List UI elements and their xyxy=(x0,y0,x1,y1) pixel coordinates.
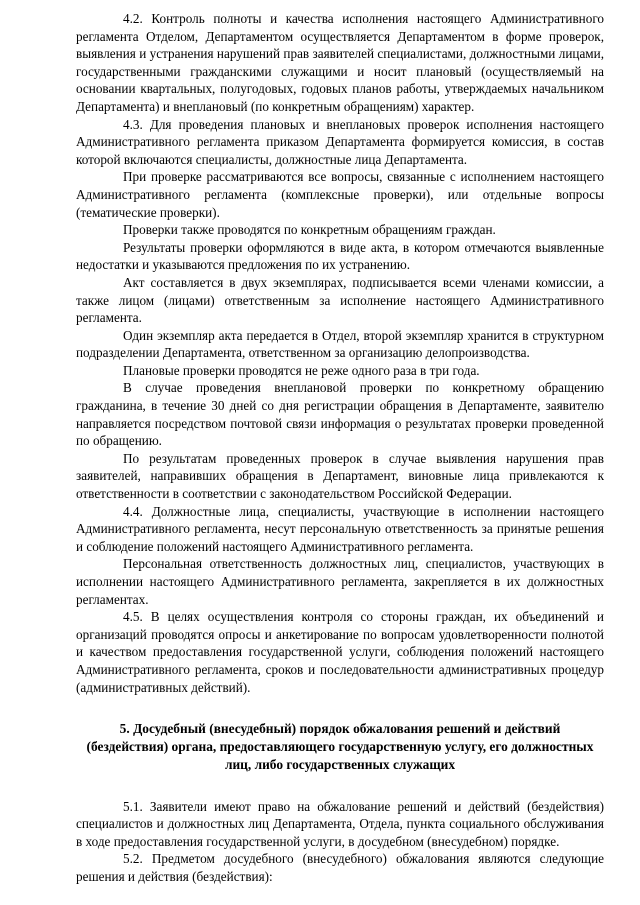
section-5-title: 5. Досудебный (внесудебный) порядок обжалования решений и действий (бездействия) органа, предоставляющего государственную услугу, его должностных лиц, либо государственных служащих xyxy=(86,721,594,772)
paragraph-personal-responsibility: Персональная ответственность должностных лиц, специалистов, участвующих в исполнении настоящего Административного регламента, закрепляется в их должностных регламентах. xyxy=(76,556,604,607)
paragraph-5-1: 5.1. Заявители имеют право на обжалование решений и действий (бездействия) специалистов и должностных лиц Департамента, Отдела, пункта социального обслуживания в ходе предоставления государственной услуги, в досудебном (внесудебном) порядке. xyxy=(76,798,604,849)
document-page xyxy=(76,10,604,886)
paragraph-inspection-requests: Проверки также проводятся по конкретным обращениям граждан. xyxy=(123,222,496,238)
paragraph-liability: По результатам проведенных проверок в случае выявления нарушения прав заявителей, направивших обращения в Департамент, виновные лица привлекаются к ответственности в соответствии с законодательством Российской Федерации. xyxy=(76,450,604,502)
section-spacer xyxy=(76,696,604,720)
paragraph-4-4: 4.4. Должностные лица, специалисты, участвующие в исполнении настоящего Административного регламента, несут персональную ответственность за принятые решения и соблюдение положений настоящего Административного регламента. xyxy=(76,503,604,554)
paragraph-planned-frequency: Плановые проверки проводятся не реже одного раза в три года. xyxy=(123,362,480,378)
paragraph-4-3: 4.3. Для проведения плановых и внеплановых проверок исполнения настоящего Административного регламента приказом Департамента формируется комиссия, в состав которой включаются специалисты, должностные лица Департамента. xyxy=(76,116,604,167)
paragraph-inspection-results: Результаты проверки оформляются в виде акта, в котором отмечаются выявленные недостатки и указываются предложения по их устранению. xyxy=(76,239,604,273)
paragraph-unplanned-notice: В случае проведения внеплановой проверки по конкретному обращению гражданина, в течение 30 дней со дня регистрации обращения в Департаменте, заявителю направляется посредством почтовой связи информация о результатах проверки проведенной по обращению. xyxy=(76,380,604,449)
paragraph-5-2: 5.2. Предметом досудебного (внесудебного) обжалования являются следующие решения и действия (бездействия): xyxy=(76,851,604,884)
paragraph-act-storage: Один экземпляр акта передается в Отдел, второй экземпляр хранится в структурном подразделении Департамента, ответственном за организацию делопроизводства. xyxy=(76,327,604,361)
paragraph-act-copies: Акт составляется в двух экземплярах, подписывается всеми членами комиссии, а также лицом (лицами) ответственным за исполнение настоящего Административного регламента. xyxy=(76,274,604,326)
paragraph-4-2: 4.2. Контроль полноты и качества исполнения настоящего Административного регламента Отделом, Департаментом осуществляется Департаментом в форме проверок, выявления и устранения нарушений прав заявителей специалистами, должностными лицами, государственными гражданскими служащими и носит плановый (осуществляемый на основании квартальных, полугодовых, годовых планов работы, утверждаемых начальником Департамента) и внеплановый (по конкретным обращениям) характер. xyxy=(76,11,604,114)
section-spacer xyxy=(76,774,604,798)
paragraph-4-5: 4.5. В целях осуществления контроля со стороны граждан, их объединений и организаций проводятся опросы и анкетирование по вопросам удовлетворенности полнотой и качеством предоставления государственной услуги, соблюдения положений настоящего Административного регламента, сроков и последовательности административных процедур (административных действий). xyxy=(76,609,604,695)
paragraph-inspection-scope: При проверке рассматриваются все вопросы, связанные с исполнением настоящего Административного регламента (комплексные проверки), или отдельные вопросы (тематические проверки). xyxy=(76,169,604,220)
